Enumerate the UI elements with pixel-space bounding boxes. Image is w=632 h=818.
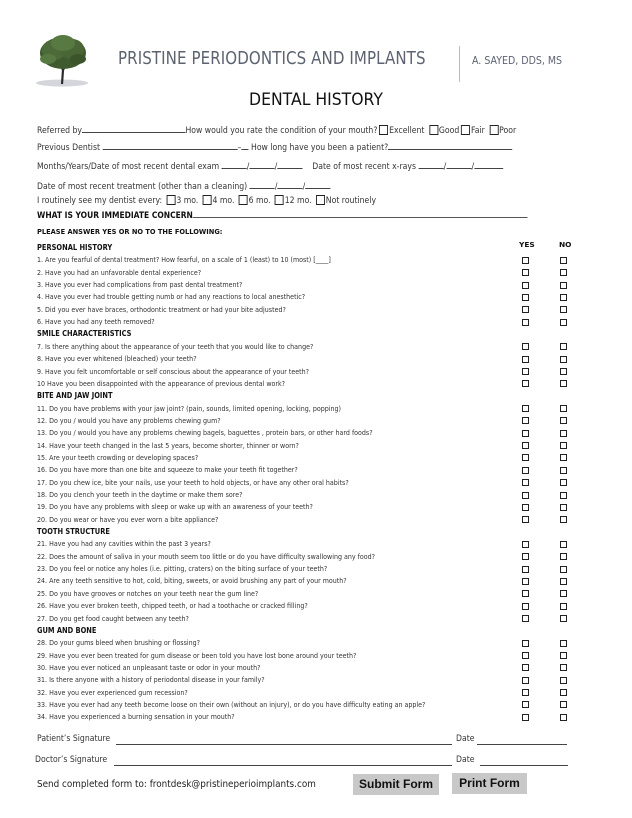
section-heading: BITE AND JAW JOINT: [37, 391, 113, 401]
doctor-name: A. SAYED, DDS, MS: [472, 54, 563, 67]
slash: /: [443, 162, 447, 172]
routine-12mo-checkbox[interactable]: [275, 195, 284, 205]
yes-checkbox[interactable]: [522, 319, 529, 326]
no-checkbox[interactable]: [560, 368, 567, 375]
slash: /: [274, 182, 278, 192]
no-checkbox[interactable]: [560, 442, 567, 449]
routine-4mo-checkbox[interactable]: [203, 195, 212, 205]
no-checkbox[interactable]: [560, 664, 567, 671]
slash: /: [274, 162, 278, 172]
question-text: 23. Do you feel or notice any holes (i.e. pitting, craters) on the biting surface of your teeth?: [37, 564, 328, 574]
yes-checkbox[interactable]: [522, 566, 529, 573]
question-text: 26. Have you ever broken teeth, chipped teeth, or had a toothache or cracked filling?: [37, 601, 308, 611]
no-checkbox[interactable]: [560, 430, 567, 437]
yes-checkbox[interactable]: [522, 343, 529, 350]
no-checkbox[interactable]: [560, 689, 567, 696]
no-checkbox[interactable]: [560, 492, 567, 499]
patient-date-field[interactable]: [477, 744, 567, 745]
rating-good-label: Good: [438, 126, 460, 136]
yes-checkbox[interactable]: [522, 417, 529, 424]
rating-poor-label: Poor: [499, 126, 517, 136]
yes-checkbox[interactable]: [522, 430, 529, 437]
question-text: 21. Have you had any cavities within the past 3 years?: [37, 539, 211, 549]
rating-excellent-label: Excellent: [389, 126, 425, 136]
question-text: 15. Are your teeth crowding or developing spaces?: [37, 452, 199, 462]
question-text: 25. Do you have grooves or notches on your teeth near the gum line?: [37, 588, 259, 598]
submit-form-button[interactable]: Submit Form: [353, 774, 439, 795]
recent-exam-label: Months/Years/Date of most recent dental exam: [37, 162, 220, 172]
no-checkbox[interactable]: [560, 380, 567, 387]
routine-not-checkbox[interactable]: [316, 195, 325, 205]
yes-checkbox[interactable]: [522, 467, 529, 474]
recent-xrays-label: Date of most recent x-rays: [312, 162, 416, 172]
rating-poor-checkbox[interactable]: [489, 125, 498, 135]
practice-name: PRISTINE PERIODONTICS AND IMPLANTS: [118, 49, 426, 69]
dash-separator: –: [237, 143, 242, 153]
no-column-header: NO: [559, 240, 572, 249]
no-checkbox[interactable]: [560, 516, 567, 523]
no-checkbox[interactable]: [560, 640, 567, 647]
question-text: 34. Have you experienced a burning sensation in your mouth?: [37, 712, 235, 722]
routine-3mo-checkbox[interactable]: [166, 195, 175, 205]
treatment-day-field[interactable]: [277, 180, 302, 189]
no-checkbox[interactable]: [560, 356, 567, 363]
yes-checkbox[interactable]: [522, 380, 529, 387]
exam-year-field[interactable]: [277, 160, 302, 169]
immediate-concern-field[interactable]: [193, 209, 528, 218]
header-divider: [459, 46, 460, 82]
routine-3mo-label: 3 mo.: [176, 196, 199, 206]
yes-checkbox[interactable]: [522, 652, 529, 659]
no-checkbox[interactable]: [560, 405, 567, 412]
immediate-concern-label: WHAT IS YOUR IMMEDIATE CONCERN: [37, 210, 193, 220]
question-text: 2. Have you had an unfavorable dental experience?: [37, 267, 202, 277]
page-title: DENTAL HISTORY: [249, 90, 383, 110]
previous-dentist-row: [37, 141, 512, 153]
send-instructions: Send completed form to: frontdesk@pristineperioimplants.com: [37, 779, 316, 790]
yes-checkbox[interactable]: [522, 442, 529, 449]
slash: /: [471, 162, 475, 172]
no-checkbox[interactable]: [560, 701, 567, 708]
previous-dentist-label: Previous Dentist: [37, 143, 101, 153]
no-checkbox[interactable]: [560, 479, 567, 486]
no-checkbox[interactable]: [560, 714, 567, 721]
question-text: 31. Is there anyone with a history of periodontal disease in your family?: [37, 675, 265, 685]
short-blank[interactable]: [241, 141, 248, 150]
exam-row: [37, 160, 503, 172]
no-checkbox[interactable]: [560, 603, 567, 610]
referred-row: [37, 124, 516, 136]
question-text: 3. Have you ever had complications from past dental treatment?: [37, 280, 243, 290]
routine-12mo-label: 12 mo.: [284, 196, 312, 206]
no-checkbox[interactable]: [560, 541, 567, 548]
question-text: 9. Have you felt uncomfortable or self conscious about the appearance of your teeth?: [37, 366, 309, 376]
how-long-field[interactable]: [388, 141, 512, 150]
section-heading: SMILE CHARACTERISTICS: [37, 329, 132, 339]
question-text: 24. Are any teeth sensitive to hot, cold, biting, sweets, or avoid brushing any part of your mouth?: [37, 576, 347, 586]
question-text: 17. Do you chew ice, bite your nails, use your teeth to hold objects, or have any other oral habits?: [37, 477, 349, 487]
no-checkbox[interactable]: [560, 578, 567, 585]
no-checkbox[interactable]: [560, 257, 567, 264]
section-heading: TOOTH STRUCTURE: [37, 527, 110, 537]
yes-column-header: YES: [519, 240, 535, 249]
rate-condition-label: How would you rate the condition of your mouth?: [185, 126, 378, 136]
patient-date-label: Date: [456, 734, 475, 744]
rating-excellent-checkbox[interactable]: [379, 125, 388, 135]
no-checkbox[interactable]: [560, 504, 567, 511]
how-long-label: How long have you been a patient?: [251, 143, 389, 153]
question-text: 7. Is there anything about the appearance of your teeth that you would like to change?: [37, 341, 314, 351]
no-checkbox[interactable]: [560, 677, 567, 684]
xray-year-field[interactable]: [474, 160, 503, 169]
no-checkbox[interactable]: [560, 319, 567, 326]
question-text: 11. Do you have problems with your jaw joint? (pain, sounds, limited opening, locking, popping): [37, 403, 341, 413]
no-checkbox[interactable]: [560, 269, 567, 276]
no-checkbox[interactable]: [560, 306, 567, 313]
no-checkbox[interactable]: [560, 553, 567, 560]
treatment-row: [37, 180, 330, 192]
question-text: 1. Are you fearful of dental treatment? How fearful, on a scale of 1 (least) to 10 (most) [____]: [37, 255, 331, 265]
question-text: 4. Have you ever had trouble getting numb or had any reactions to local anesthetic?: [37, 292, 306, 302]
routine-label: I routinely see my dentist every:: [37, 196, 163, 206]
yes-checkbox[interactable]: [522, 492, 529, 499]
rating-fair-checkbox[interactable]: [461, 125, 470, 135]
routine-6mo-checkbox[interactable]: [239, 195, 248, 205]
no-checkbox[interactable]: [560, 566, 567, 573]
question-text: 12. Do you / would you have any problems chewing gum?: [37, 415, 221, 425]
question-text: 14. Have your teeth changed in the last 5 years, become shorter, thinner or worn?: [37, 440, 299, 450]
question-text: 33. Have you ever had any teeth become loose on their own (without an injury), or do you have difficulty eating an apple?: [37, 699, 426, 709]
concern-row: [37, 209, 528, 220]
yes-checkbox[interactable]: [522, 306, 529, 313]
no-checkbox[interactable]: [560, 454, 567, 461]
routine-6mo-label: 6 mo.: [248, 196, 271, 206]
question-text: 5. Did you ever have braces, orthodontic treatment or had your bite adjusted?: [37, 304, 286, 314]
treatment-year-field[interactable]: [305, 180, 330, 189]
yes-checkbox[interactable]: [522, 504, 529, 511]
yes-checkbox[interactable]: [522, 603, 529, 610]
yes-checkbox[interactable]: [522, 282, 529, 289]
yes-checkbox[interactable]: [522, 615, 529, 622]
patient-signature-label: Patient’s Signature: [37, 734, 111, 744]
question-text: 19. Do you have any problems with sleep or wake up with an awareness of your teeth?: [37, 502, 313, 512]
exam-day-field[interactable]: [249, 160, 274, 169]
yes-checkbox[interactable]: [522, 578, 529, 585]
question-text: 27. Do you get food caught between any teeth?: [37, 613, 189, 623]
yes-checkbox[interactable]: [522, 640, 529, 647]
no-checkbox[interactable]: [560, 282, 567, 289]
rating-good-checkbox[interactable]: [429, 125, 438, 135]
question-text: 8. Have you ever whitened (bleached) your teeth?: [37, 354, 197, 364]
question-text: 28. Do your gums bleed when brushing or flossing?: [37, 638, 201, 648]
yes-checkbox[interactable]: [522, 405, 529, 412]
yes-checkbox[interactable]: [522, 590, 529, 597]
question-text: 30. Have you ever noticed an unpleasant taste or odor in your mouth?: [37, 662, 261, 672]
xray-day-field[interactable]: [446, 160, 471, 169]
no-checkbox[interactable]: [560, 417, 567, 424]
question-text: 16. Do you have more than one bite and squeeze to make your teeth fit together?: [37, 465, 298, 475]
no-checkbox[interactable]: [560, 590, 567, 597]
tree-icon: [28, 28, 100, 90]
rating-fair-label: Fair: [470, 126, 485, 136]
yes-checkbox[interactable]: [522, 701, 529, 708]
print-form-button[interactable]: Print Form: [452, 773, 527, 794]
routine-4mo-label: 4 mo.: [212, 196, 235, 206]
no-checkbox[interactable]: [560, 615, 567, 622]
no-checkbox[interactable]: [560, 294, 567, 301]
routine-row: [37, 195, 376, 206]
question-text: 20. Do you wear or have you ever worn a bite appliance?: [37, 514, 219, 524]
section-heading: GUM AND BONE: [37, 625, 97, 635]
previous-dentist-field[interactable]: [102, 141, 237, 150]
yes-checkbox[interactable]: [522, 269, 529, 276]
yes-checkbox[interactable]: [522, 368, 529, 375]
yes-checkbox[interactable]: [522, 294, 529, 301]
yes-checkbox[interactable]: [522, 479, 529, 486]
slash: /: [302, 182, 306, 192]
doctor-signature-field[interactable]: [114, 765, 452, 766]
doctor-signature-label: Doctor’s Signature: [35, 755, 108, 765]
routine-not-label: Not routinely: [325, 196, 377, 206]
xray-month-field[interactable]: [418, 160, 443, 169]
question-text: 10 Have you been disappointed with the appearance of previous dental work?: [37, 378, 286, 388]
question-text: 18. Do you clench your teeth in the daytime or make them sore?: [37, 490, 243, 499]
yes-checkbox[interactable]: [522, 516, 529, 523]
yes-checkbox[interactable]: [522, 454, 529, 461]
referred-by-label: Referred by: [37, 126, 82, 136]
yes-checkbox[interactable]: [522, 541, 529, 548]
no-checkbox[interactable]: [560, 467, 567, 474]
question-text: 6. Have you had any teeth removed?: [37, 317, 155, 327]
recent-treatment-label: Date of most recent treatment (other than a cleaning): [37, 182, 248, 192]
please-answer-heading: PLEASE ANSWER YES OR NO TO THE FOLLOWING:: [37, 227, 223, 236]
doctor-date-label: Date: [456, 755, 475, 765]
yes-checkbox[interactable]: [522, 356, 529, 363]
question-text: 32. Have you ever experienced gum recession?: [37, 687, 188, 697]
yes-checkbox[interactable]: [522, 677, 529, 684]
doctor-date-field[interactable]: [480, 765, 568, 766]
question-text: 22. Does the amount of saliva in your mouth seem too little or do you have difficulty swallowing any food?: [37, 551, 375, 561]
yes-checkbox[interactable]: [522, 553, 529, 560]
section-heading: PERSONAL HISTORY: [37, 243, 113, 252]
referred-by-field[interactable]: [82, 124, 185, 133]
slash: /: [246, 162, 250, 172]
yes-checkbox[interactable]: [522, 714, 529, 721]
yes-checkbox[interactable]: [522, 257, 529, 264]
yes-checkbox[interactable]: [522, 689, 529, 696]
question-text: 29. Have you ever been treated for gum disease or been told you have lost bone around your teeth?: [37, 650, 357, 660]
exam-month-field[interactable]: [222, 160, 247, 169]
no-checkbox[interactable]: [560, 652, 567, 659]
question-text: 13. Do you / would you have any problems chewing bagels, baguettes , protein bars, or other hard foods?: [37, 428, 373, 438]
yes-checkbox[interactable]: [522, 664, 529, 671]
no-checkbox[interactable]: [560, 343, 567, 350]
patient-signature-field[interactable]: [116, 744, 452, 745]
treatment-month-field[interactable]: [250, 180, 275, 189]
